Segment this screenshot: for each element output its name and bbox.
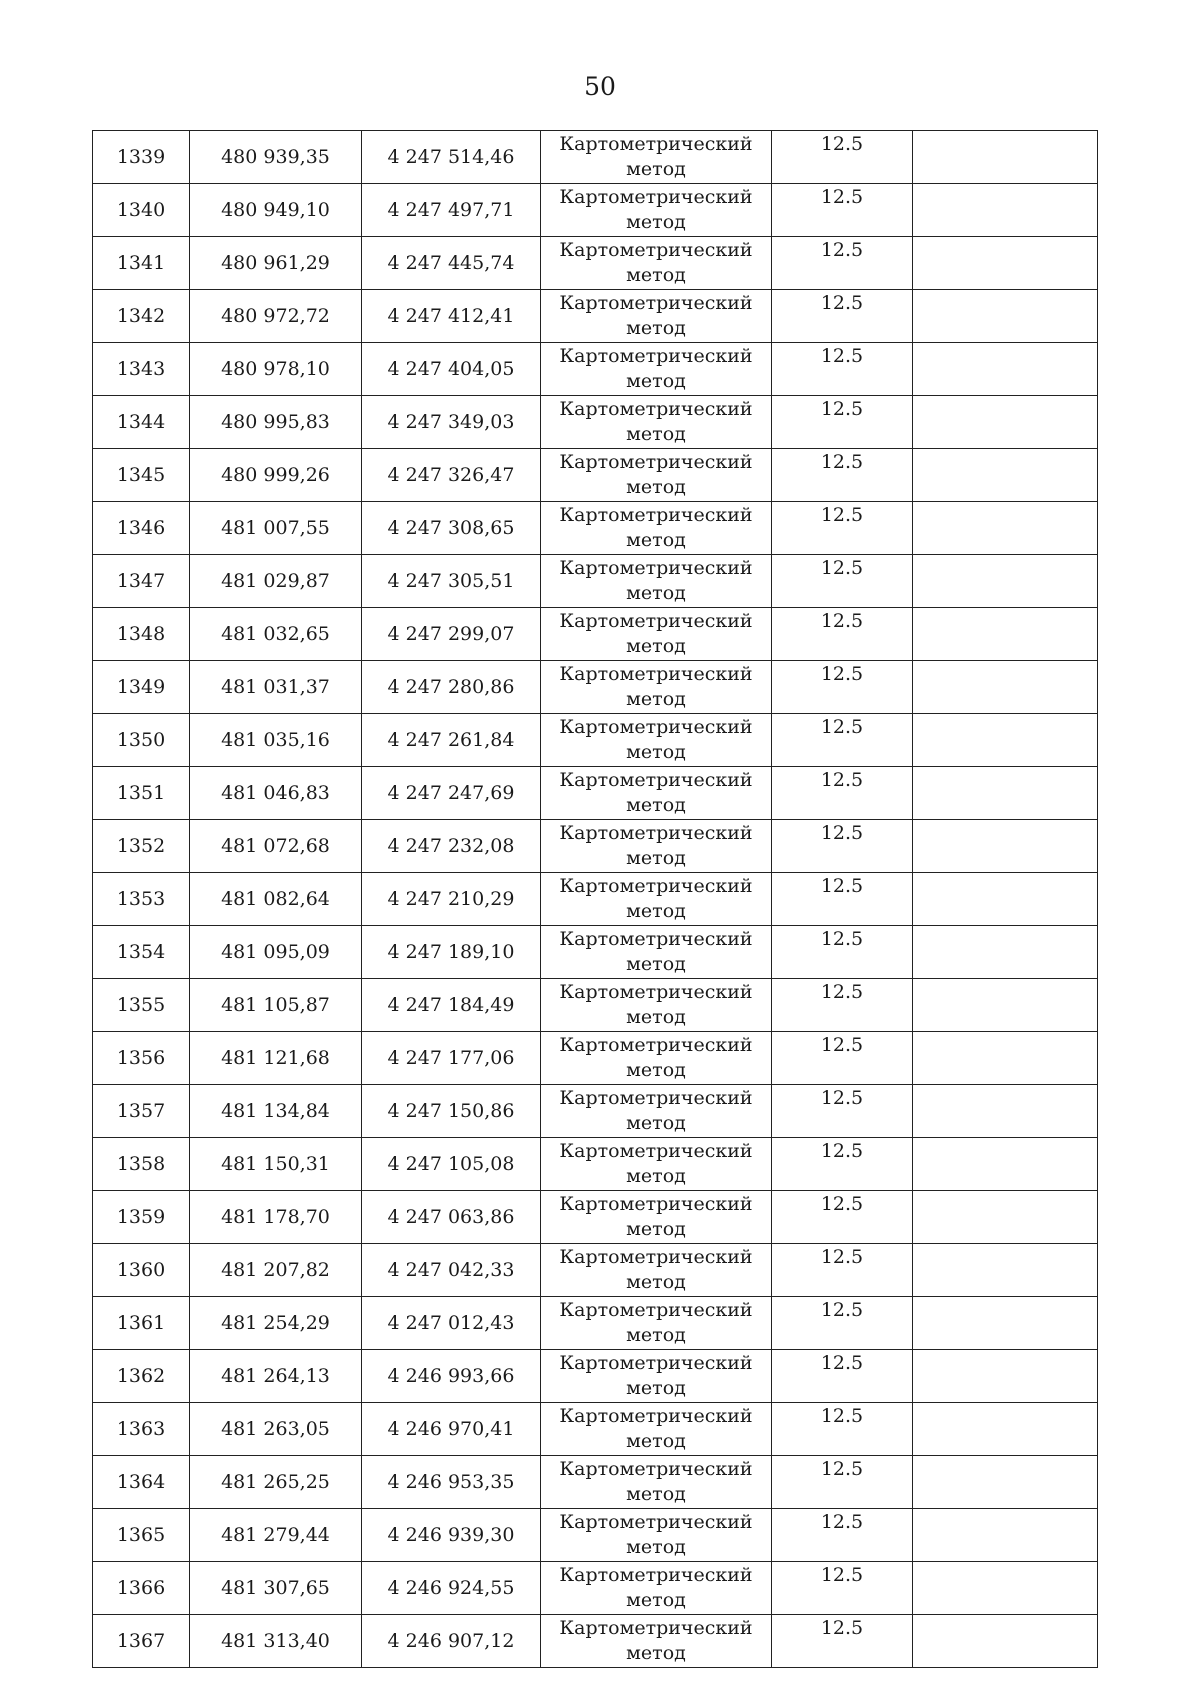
point-number-cell: 1342 [93, 290, 190, 343]
x-coordinate-cell: 481 035,16 [190, 714, 362, 767]
precision-cell: 12.5 [772, 449, 913, 502]
y-coordinate-cell: 4 246 907,12 [362, 1615, 541, 1668]
point-number-cell: 1356 [93, 1032, 190, 1085]
method-cell [541, 290, 772, 343]
precision-cell: 12.5 [772, 1509, 913, 1562]
table-row [93, 1244, 1098, 1297]
point-number-cell: 1339 [93, 131, 190, 184]
y-coordinate-cell: 4 246 939,30 [362, 1509, 541, 1562]
x-coordinate-cell: 480 978,10 [190, 343, 362, 396]
precision-cell: 12.5 [772, 343, 913, 396]
method-cell [541, 1456, 772, 1509]
method-line-2: метод [626, 1271, 686, 1293]
method-cell [541, 608, 772, 661]
method-line-2: метод [626, 264, 686, 286]
coordinates-table [92, 130, 1098, 1668]
description-cell [913, 555, 1098, 608]
method-line-2: метод [626, 317, 686, 339]
table-row [93, 1615, 1098, 1668]
precision-cell: 12.5 [772, 1032, 913, 1085]
method-line-1: Картометрический [559, 451, 753, 473]
y-coordinate-cell: 4 247 247,69 [362, 767, 541, 820]
x-coordinate-cell: 481 150,31 [190, 1138, 362, 1191]
point-number-cell: 1357 [93, 1085, 190, 1138]
point-number-cell: 1361 [93, 1297, 190, 1350]
method-line-2: метод [626, 158, 686, 180]
precision-cell: 12.5 [772, 661, 913, 714]
method-line-2: метод [626, 1377, 686, 1399]
method-line-1: Картометрический [559, 1564, 753, 1586]
method-cell [541, 1244, 772, 1297]
x-coordinate-cell: 481 307,65 [190, 1562, 362, 1615]
description-cell [913, 767, 1098, 820]
point-number-cell: 1363 [93, 1403, 190, 1456]
point-number-cell: 1345 [93, 449, 190, 502]
y-coordinate-cell: 4 247 042,33 [362, 1244, 541, 1297]
x-coordinate-cell: 481 029,87 [190, 555, 362, 608]
y-coordinate-cell: 4 247 445,74 [362, 237, 541, 290]
method-cell [541, 449, 772, 502]
method-line-1: Картометрический [559, 769, 753, 791]
table-row [93, 237, 1098, 290]
description-cell [913, 396, 1098, 449]
description-cell [913, 343, 1098, 396]
y-coordinate-cell: 4 246 953,35 [362, 1456, 541, 1509]
method-line-1: Картометрический [559, 1299, 753, 1321]
y-coordinate-cell: 4 247 232,08 [362, 820, 541, 873]
y-coordinate-cell: 4 247 412,41 [362, 290, 541, 343]
y-coordinate-cell: 4 246 993,66 [362, 1350, 541, 1403]
method-line-1: Картометрический [559, 1511, 753, 1533]
precision-cell: 12.5 [772, 820, 913, 873]
x-coordinate-cell: 481 207,82 [190, 1244, 362, 1297]
method-cell [541, 926, 772, 979]
x-coordinate-cell: 480 961,29 [190, 237, 362, 290]
coordinates-table-body [93, 131, 1098, 1668]
method-line-1: Картометрический [559, 1352, 753, 1374]
table-row [93, 555, 1098, 608]
x-coordinate-cell: 481 031,37 [190, 661, 362, 714]
table-row [93, 343, 1098, 396]
method-cell [541, 343, 772, 396]
method-line-2: метод [626, 476, 686, 498]
method-line-2: метод [626, 370, 686, 392]
precision-cell: 12.5 [772, 1297, 913, 1350]
table-row [93, 820, 1098, 873]
point-number-cell: 1366 [93, 1562, 190, 1615]
description-cell [913, 1297, 1098, 1350]
y-coordinate-cell: 4 247 280,86 [362, 661, 541, 714]
x-coordinate-cell: 481 313,40 [190, 1615, 362, 1668]
description-cell [913, 661, 1098, 714]
method-cell [541, 1297, 772, 1350]
x-coordinate-cell: 481 264,13 [190, 1350, 362, 1403]
table-row [93, 926, 1098, 979]
table-row [93, 873, 1098, 926]
y-coordinate-cell: 4 246 970,41 [362, 1403, 541, 1456]
x-coordinate-cell: 481 032,65 [190, 608, 362, 661]
point-number-cell: 1350 [93, 714, 190, 767]
point-number-cell: 1340 [93, 184, 190, 237]
method-line-2: метод [626, 1536, 686, 1558]
method-line-2: метод [626, 1059, 686, 1081]
x-coordinate-cell: 481 178,70 [190, 1191, 362, 1244]
method-cell [541, 1191, 772, 1244]
description-cell [913, 1456, 1098, 1509]
point-number-cell: 1367 [93, 1615, 190, 1668]
method-line-2: метод [626, 1006, 686, 1028]
point-number-cell: 1351 [93, 767, 190, 820]
method-cell [541, 237, 772, 290]
method-line-1: Картометрический [559, 610, 753, 632]
precision-cell: 12.5 [772, 1191, 913, 1244]
y-coordinate-cell: 4 247 105,08 [362, 1138, 541, 1191]
method-line-2: метод [626, 1165, 686, 1187]
method-line-1: Картометрический [559, 1246, 753, 1268]
method-cell [541, 820, 772, 873]
method-line-2: метод [626, 423, 686, 445]
description-cell [913, 290, 1098, 343]
method-cell [541, 1350, 772, 1403]
precision-cell: 12.5 [772, 1350, 913, 1403]
description-cell [913, 820, 1098, 873]
precision-cell: 12.5 [772, 767, 913, 820]
y-coordinate-cell: 4 247 150,86 [362, 1085, 541, 1138]
point-number-cell: 1364 [93, 1456, 190, 1509]
description-cell [913, 1403, 1098, 1456]
method-line-2: метод [626, 582, 686, 604]
description-cell [913, 1085, 1098, 1138]
x-coordinate-cell: 480 949,10 [190, 184, 362, 237]
method-line-1: Картометрический [559, 398, 753, 420]
method-line-2: метод [626, 847, 686, 869]
table-row [93, 502, 1098, 555]
table-row [93, 1297, 1098, 1350]
y-coordinate-cell: 4 247 184,49 [362, 979, 541, 1032]
method-line-1: Картометрический [559, 1140, 753, 1162]
precision-cell: 12.5 [772, 873, 913, 926]
method-line-1: Картометрический [559, 928, 753, 950]
method-line-1: Картометрический [559, 663, 753, 685]
x-coordinate-cell: 481 007,55 [190, 502, 362, 555]
method-line-1: Картометрический [559, 557, 753, 579]
method-line-1: Картометрический [559, 1193, 753, 1215]
y-coordinate-cell: 4 247 299,07 [362, 608, 541, 661]
x-coordinate-cell: 481 072,68 [190, 820, 362, 873]
precision-cell: 12.5 [772, 290, 913, 343]
description-cell [913, 1191, 1098, 1244]
precision-cell: 12.5 [772, 979, 913, 1032]
description-cell [913, 1350, 1098, 1403]
table-row [93, 1138, 1098, 1191]
x-coordinate-cell: 481 121,68 [190, 1032, 362, 1085]
x-coordinate-cell: 480 995,83 [190, 396, 362, 449]
method-cell [541, 873, 772, 926]
table-row [93, 290, 1098, 343]
method-line-1: Картометрический [559, 1034, 753, 1056]
table-row [93, 1456, 1098, 1509]
method-line-1: Картометрический [559, 822, 753, 844]
precision-cell: 12.5 [772, 184, 913, 237]
y-coordinate-cell: 4 247 189,10 [362, 926, 541, 979]
point-number-cell: 1343 [93, 343, 190, 396]
precision-cell: 12.5 [772, 502, 913, 555]
method-line-2: метод [626, 1642, 686, 1664]
point-number-cell: 1347 [93, 555, 190, 608]
table-row [93, 1085, 1098, 1138]
precision-cell: 12.5 [772, 714, 913, 767]
x-coordinate-cell: 481 082,64 [190, 873, 362, 926]
y-coordinate-cell: 4 246 924,55 [362, 1562, 541, 1615]
table-row [93, 184, 1098, 237]
table-row [93, 449, 1098, 502]
method-line-2: метод [626, 1112, 686, 1134]
description-cell [913, 714, 1098, 767]
method-line-2: метод [626, 529, 686, 551]
precision-cell: 12.5 [772, 1403, 913, 1456]
method-cell [541, 714, 772, 767]
precision-cell: 12.5 [772, 1244, 913, 1297]
point-number-cell: 1341 [93, 237, 190, 290]
point-number-cell: 1359 [93, 1191, 190, 1244]
method-cell [541, 184, 772, 237]
method-line-1: Картометрический [559, 981, 753, 1003]
description-cell [913, 237, 1098, 290]
method-line-1: Картометрический [559, 239, 753, 261]
method-line-1: Картометрический [559, 716, 753, 738]
method-line-2: метод [626, 1218, 686, 1240]
precision-cell: 12.5 [772, 926, 913, 979]
table-row [93, 661, 1098, 714]
y-coordinate-cell: 4 247 063,86 [362, 1191, 541, 1244]
description-cell [913, 873, 1098, 926]
page-number: 50 [584, 72, 616, 101]
method-cell [541, 1562, 772, 1615]
table-row [93, 1032, 1098, 1085]
method-cell [541, 1615, 772, 1668]
precision-cell: 12.5 [772, 1562, 913, 1615]
method-line-2: метод [626, 741, 686, 763]
description-cell [913, 1032, 1098, 1085]
method-cell [541, 502, 772, 555]
point-number-cell: 1362 [93, 1350, 190, 1403]
method-line-1: Картометрический [559, 292, 753, 314]
y-coordinate-cell: 4 247 305,51 [362, 555, 541, 608]
point-number-cell: 1355 [93, 979, 190, 1032]
precision-cell: 12.5 [772, 396, 913, 449]
method-line-1: Картометрический [559, 1087, 753, 1109]
y-coordinate-cell: 4 247 497,71 [362, 184, 541, 237]
precision-cell: 12.5 [772, 1085, 913, 1138]
description-cell [913, 1562, 1098, 1615]
precision-cell: 12.5 [772, 1456, 913, 1509]
table-row [93, 714, 1098, 767]
point-number-cell: 1349 [93, 661, 190, 714]
point-number-cell: 1354 [93, 926, 190, 979]
method-line-1: Картометрический [559, 345, 753, 367]
y-coordinate-cell: 4 247 404,05 [362, 343, 541, 396]
method-line-2: метод [626, 900, 686, 922]
method-cell [541, 1509, 772, 1562]
method-cell [541, 1138, 772, 1191]
table-row [93, 131, 1098, 184]
table-row [93, 608, 1098, 661]
x-coordinate-cell: 480 939,35 [190, 131, 362, 184]
point-number-cell: 1352 [93, 820, 190, 873]
y-coordinate-cell: 4 247 349,03 [362, 396, 541, 449]
table-row [93, 1562, 1098, 1615]
table-row [93, 1509, 1098, 1562]
method-line-2: метод [626, 794, 686, 816]
point-number-cell: 1353 [93, 873, 190, 926]
method-line-2: метод [626, 1430, 686, 1452]
table-row [93, 396, 1098, 449]
y-coordinate-cell: 4 247 326,47 [362, 449, 541, 502]
x-coordinate-cell: 481 046,83 [190, 767, 362, 820]
y-coordinate-cell: 4 247 514,46 [362, 131, 541, 184]
method-line-1: Картометрический [559, 1405, 753, 1427]
table-row [93, 1191, 1098, 1244]
table-row [93, 767, 1098, 820]
method-cell [541, 661, 772, 714]
method-cell [541, 1085, 772, 1138]
method-line-1: Картометрический [559, 1458, 753, 1480]
method-line-1: Картометрический [559, 186, 753, 208]
method-cell [541, 979, 772, 1032]
x-coordinate-cell: 480 999,26 [190, 449, 362, 502]
method-cell [541, 555, 772, 608]
method-line-2: метод [626, 1589, 686, 1611]
y-coordinate-cell: 4 247 308,65 [362, 502, 541, 555]
x-coordinate-cell: 481 095,09 [190, 926, 362, 979]
description-cell [913, 1244, 1098, 1297]
precision-cell: 12.5 [772, 555, 913, 608]
description-cell [913, 1615, 1098, 1668]
method-line-2: метод [626, 1483, 686, 1505]
point-number-cell: 1358 [93, 1138, 190, 1191]
method-line-1: Картометрический [559, 504, 753, 526]
method-line-2: метод [626, 953, 686, 975]
method-line-2: метод [626, 211, 686, 233]
x-coordinate-cell: 481 263,05 [190, 1403, 362, 1456]
x-coordinate-cell: 480 972,72 [190, 290, 362, 343]
precision-cell: 12.5 [772, 131, 913, 184]
x-coordinate-cell: 481 265,25 [190, 1456, 362, 1509]
method-cell [541, 396, 772, 449]
method-line-1: Картометрический [559, 875, 753, 897]
precision-cell: 12.5 [772, 1138, 913, 1191]
x-coordinate-cell: 481 279,44 [190, 1509, 362, 1562]
x-coordinate-cell: 481 254,29 [190, 1297, 362, 1350]
description-cell [913, 502, 1098, 555]
y-coordinate-cell: 4 247 012,43 [362, 1297, 541, 1350]
method-cell [541, 1032, 772, 1085]
point-number-cell: 1346 [93, 502, 190, 555]
y-coordinate-cell: 4 247 261,84 [362, 714, 541, 767]
x-coordinate-cell: 481 134,84 [190, 1085, 362, 1138]
point-number-cell: 1365 [93, 1509, 190, 1562]
table-row [93, 979, 1098, 1032]
x-coordinate-cell: 481 105,87 [190, 979, 362, 1032]
point-number-cell: 1360 [93, 1244, 190, 1297]
description-cell [913, 1509, 1098, 1562]
method-cell [541, 767, 772, 820]
point-number-cell: 1348 [93, 608, 190, 661]
precision-cell: 12.5 [772, 237, 913, 290]
method-line-2: метод [626, 1324, 686, 1346]
method-line-1: Картометрический [559, 1617, 753, 1639]
method-cell [541, 1403, 772, 1456]
y-coordinate-cell: 4 247 177,06 [362, 1032, 541, 1085]
description-cell [913, 131, 1098, 184]
description-cell [913, 1138, 1098, 1191]
method-line-2: метод [626, 635, 686, 657]
description-cell [913, 926, 1098, 979]
y-coordinate-cell: 4 247 210,29 [362, 873, 541, 926]
precision-cell: 12.5 [772, 1615, 913, 1668]
description-cell [913, 184, 1098, 237]
precision-cell: 12.5 [772, 608, 913, 661]
description-cell [913, 449, 1098, 502]
description-cell [913, 979, 1098, 1032]
table-row [93, 1403, 1098, 1456]
method-cell [541, 131, 772, 184]
point-number-cell: 1344 [93, 396, 190, 449]
method-line-2: метод [626, 688, 686, 710]
description-cell [913, 608, 1098, 661]
table-row [93, 1350, 1098, 1403]
method-line-1: Картометрический [559, 133, 753, 155]
